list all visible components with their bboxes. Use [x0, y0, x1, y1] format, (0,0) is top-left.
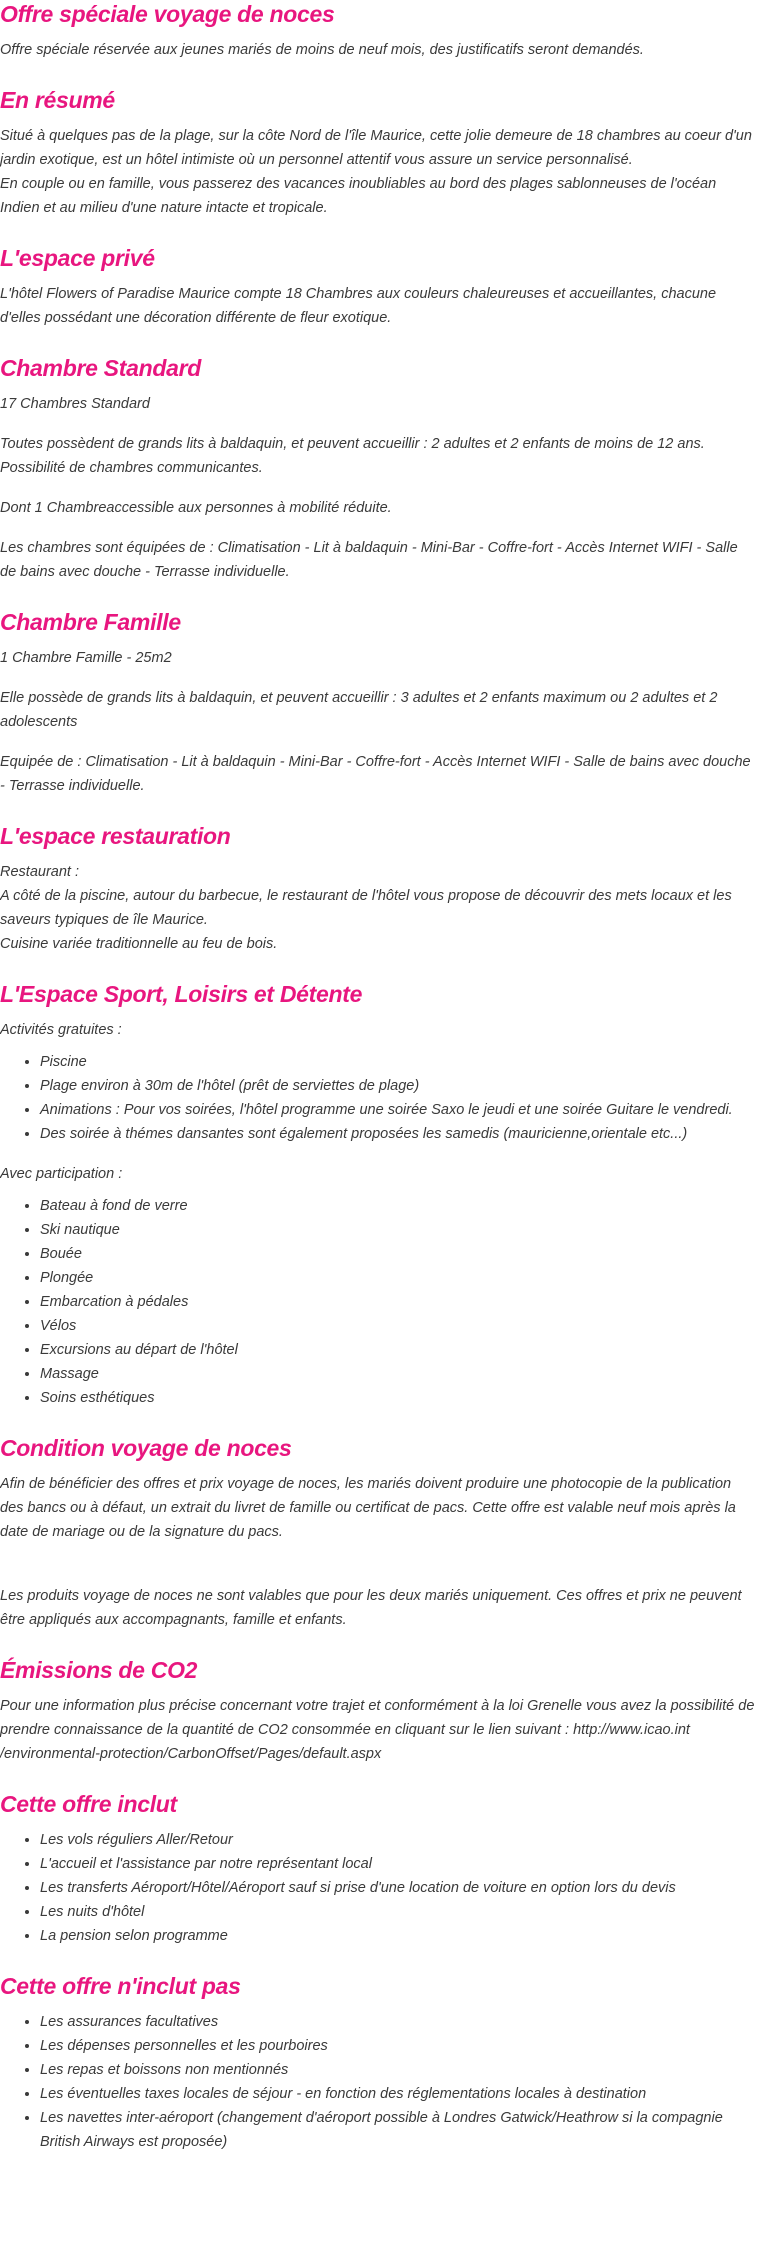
- list-item: • Soins esthétiques: [40, 1386, 756, 1410]
- paid-activities-list: [0, 1194, 756, 1410]
- list-item: • Massage: [40, 1362, 756, 1386]
- excludes-title: Cette offre n'inclut pas: [0, 1973, 241, 1999]
- dining-cuisine: Cuisine variée traditionnelle au feu de bois.: [0, 936, 278, 952]
- dining-label: Restaurant :: [0, 864, 79, 880]
- summary-text-2: En couple ou en famille, vous passerez des vacances inoubliables au bord des plages sablonneuses de l'océan Indien et au milieu d'une nature intacte et tropicale.: [0, 176, 717, 216]
- sport-title: L'Espace Sport, Loisirs et Détente: [0, 981, 363, 1007]
- list-item: • Plongée: [40, 1266, 756, 1290]
- list-item: • Les transferts Aéroport/Hôtel/Aéroport sauf si prise d'une location de voiture en option lors du devis: [40, 1876, 756, 1900]
- honeymoon-text: Offre spéciale réservée aux jeunes mariés de moins de neuf mois, des justificatifs seront demandés.: [0, 42, 644, 58]
- list-item: • Des soirée à thémes dansantes sont également proposées les samedis (mauricienne,orientale etc...): [40, 1122, 756, 1146]
- includes-list: [0, 1828, 756, 1948]
- list-item: • Plage environ à 30m de l'hôtel (prêt de serviettes de plage): [40, 1074, 756, 1098]
- list-item: • Vélos: [40, 1314, 756, 1338]
- dining-title: L'espace restauration: [0, 823, 231, 849]
- dining-section: [0, 822, 756, 956]
- dining-text: A côté de la piscine, autour du barbecue, le restaurant de l'hôtel vous propose de découvrir des mets locaux et les saveurs typiques de île Maurice.: [0, 888, 732, 928]
- list-item: • Embarcation à pédales: [40, 1290, 756, 1314]
- family-room-count: 1 Chambre Famille - 25m2: [0, 650, 172, 666]
- excludes-list: [0, 2010, 756, 2154]
- list-item: • Les navettes inter-aéroport (changement d'aéroport possible à Londres Gatwick/Heathrow si la compagnie British Airways est proposée): [40, 2106, 756, 2154]
- list-item: • Les dépenses personnelles et les pourboires: [40, 2034, 756, 2058]
- standard-room-title: Chambre Standard: [0, 355, 201, 381]
- honeymoon-title: Offre spéciale voyage de noces: [0, 1, 335, 27]
- private-space-title: L'espace privé: [0, 245, 155, 271]
- list-item: • Animations : Pour vos soirées, l'hôtel programme une soirée Saxo le jeudi et une soirée Guitare le vendredi.: [40, 1098, 756, 1122]
- list-item: • Piscine: [40, 1050, 756, 1074]
- list-item: • Bateau à fond de verre: [40, 1194, 756, 1218]
- standard-room-equipment: Les chambres sont équipées de : Climatisation - Lit à baldaquin - Mini-Bar - Coffre-fort - Accès Internet WIFI - Salle de bains avec douche - Terrasse individuelle.: [0, 540, 738, 580]
- excludes-section: [0, 1972, 756, 2154]
- standard-room-capacity: Toutes possèdent de grands lits à baldaquin, et peuvent accueillir : 2 adultes et 2 enfants de moins de 12 ans. Possibilité de chambres communicantes.: [0, 436, 705, 476]
- co2-text: Pour une information plus précise concernant votre trajet et conformément à la loi Grenelle vous avez la possibilité de prendre connaissance de la quantité de CO2 consommée en cliquant sur le lien suivant : http://www.icao.int /environmental-protection/CarbonOffset/Pages/default.aspx: [0, 1698, 755, 1762]
- condition-section: [0, 1434, 756, 1632]
- list-item: • Bouée: [40, 1242, 756, 1266]
- condition-title: Condition voyage de noces: [0, 1435, 292, 1461]
- list-item: • Les assurances facultatives: [40, 2010, 756, 2034]
- standard-room-accessible: Dont 1 Chambreaccessible aux personnes à mobilité réduite.: [0, 500, 392, 516]
- condition-text-1: Afin de bénéficier des offres et prix voyage de noces, les mariés doivent produire une photocopie de la publication des bancs ou à défaut, un extrait du livret de famille ou certificat de pacs. Cette offre est valable neuf mois après la date de mariage ou de la signature du pacs.: [0, 1476, 736, 1540]
- family-room-section: [0, 608, 756, 798]
- family-room-equipment: Equipée de : Climatisation - Lit à baldaquin - Mini-Bar - Coffre-fort - Accès Internet WIFI - Salle de bains avec douche - Terrasse individuelle.: [0, 754, 751, 794]
- list-item: • Les nuits d'hôtel: [40, 1900, 756, 1924]
- list-item: • Les éventuelles taxes locales de séjour - en fonction des réglementations locales à destination: [40, 2082, 756, 2106]
- summary-section: [0, 86, 756, 220]
- co2-title: Émissions de CO2: [0, 1657, 198, 1683]
- summary-title: En résumé: [0, 87, 115, 113]
- includes-section: [0, 1790, 756, 1948]
- free-activities-list: [0, 1050, 756, 1146]
- private-space-section: [0, 244, 756, 330]
- sport-section: [0, 980, 756, 1410]
- spacer: [0, 1560, 756, 1584]
- family-room-capacity: Elle possède de grands lits à baldaquin, et peuvent accueillir : 3 adultes et 2 enfants maximum ou 2 adultes et 2 adolescents: [0, 690, 718, 730]
- paid-activities-label: Avec participation :: [0, 1166, 123, 1182]
- co2-section: [0, 1656, 756, 1766]
- list-item: • Les repas et boissons non mentionnés: [40, 2058, 756, 2082]
- list-item: • L'accueil et l'assistance par notre représentant local: [40, 1852, 756, 1876]
- free-activities-label: Activités gratuites :: [0, 1022, 122, 1038]
- list-item: • Ski nautique: [40, 1218, 756, 1242]
- list-item: • La pension selon programme: [40, 1924, 756, 1948]
- includes-title: Cette offre inclut: [0, 1791, 177, 1817]
- honeymoon-section: [0, 0, 756, 62]
- private-space-text: L'hôtel Flowers of Paradise Maurice compte 18 Chambres aux couleurs chaleureuses et accueillantes, chacune d'elles possédant une décoration différente de fleur exotique.: [0, 286, 717, 326]
- summary-text-1: Situé à quelques pas de la plage, sur la côte Nord de l'île Maurice, cette jolie demeure de 18 chambres au coeur d'un jardin exotique, est un hôtel intimiste où un personnel attentif vous assure un service personnalisé.: [0, 128, 752, 168]
- list-item: • Excursions au départ de l'hôtel: [40, 1338, 756, 1362]
- standard-room-section: [0, 354, 756, 584]
- condition-text-2: Les produits voyage de noces ne sont valables que pour les deux mariés uniquement. Ces offres et prix ne peuvent être appliqués aux accompagnants, famille et enfants.: [0, 1588, 742, 1628]
- standard-room-count: 17 Chambres Standard: [0, 396, 150, 412]
- family-room-title: Chambre Famille: [0, 609, 181, 635]
- list-item: • Les vols réguliers Aller/Retour: [40, 1828, 756, 1852]
